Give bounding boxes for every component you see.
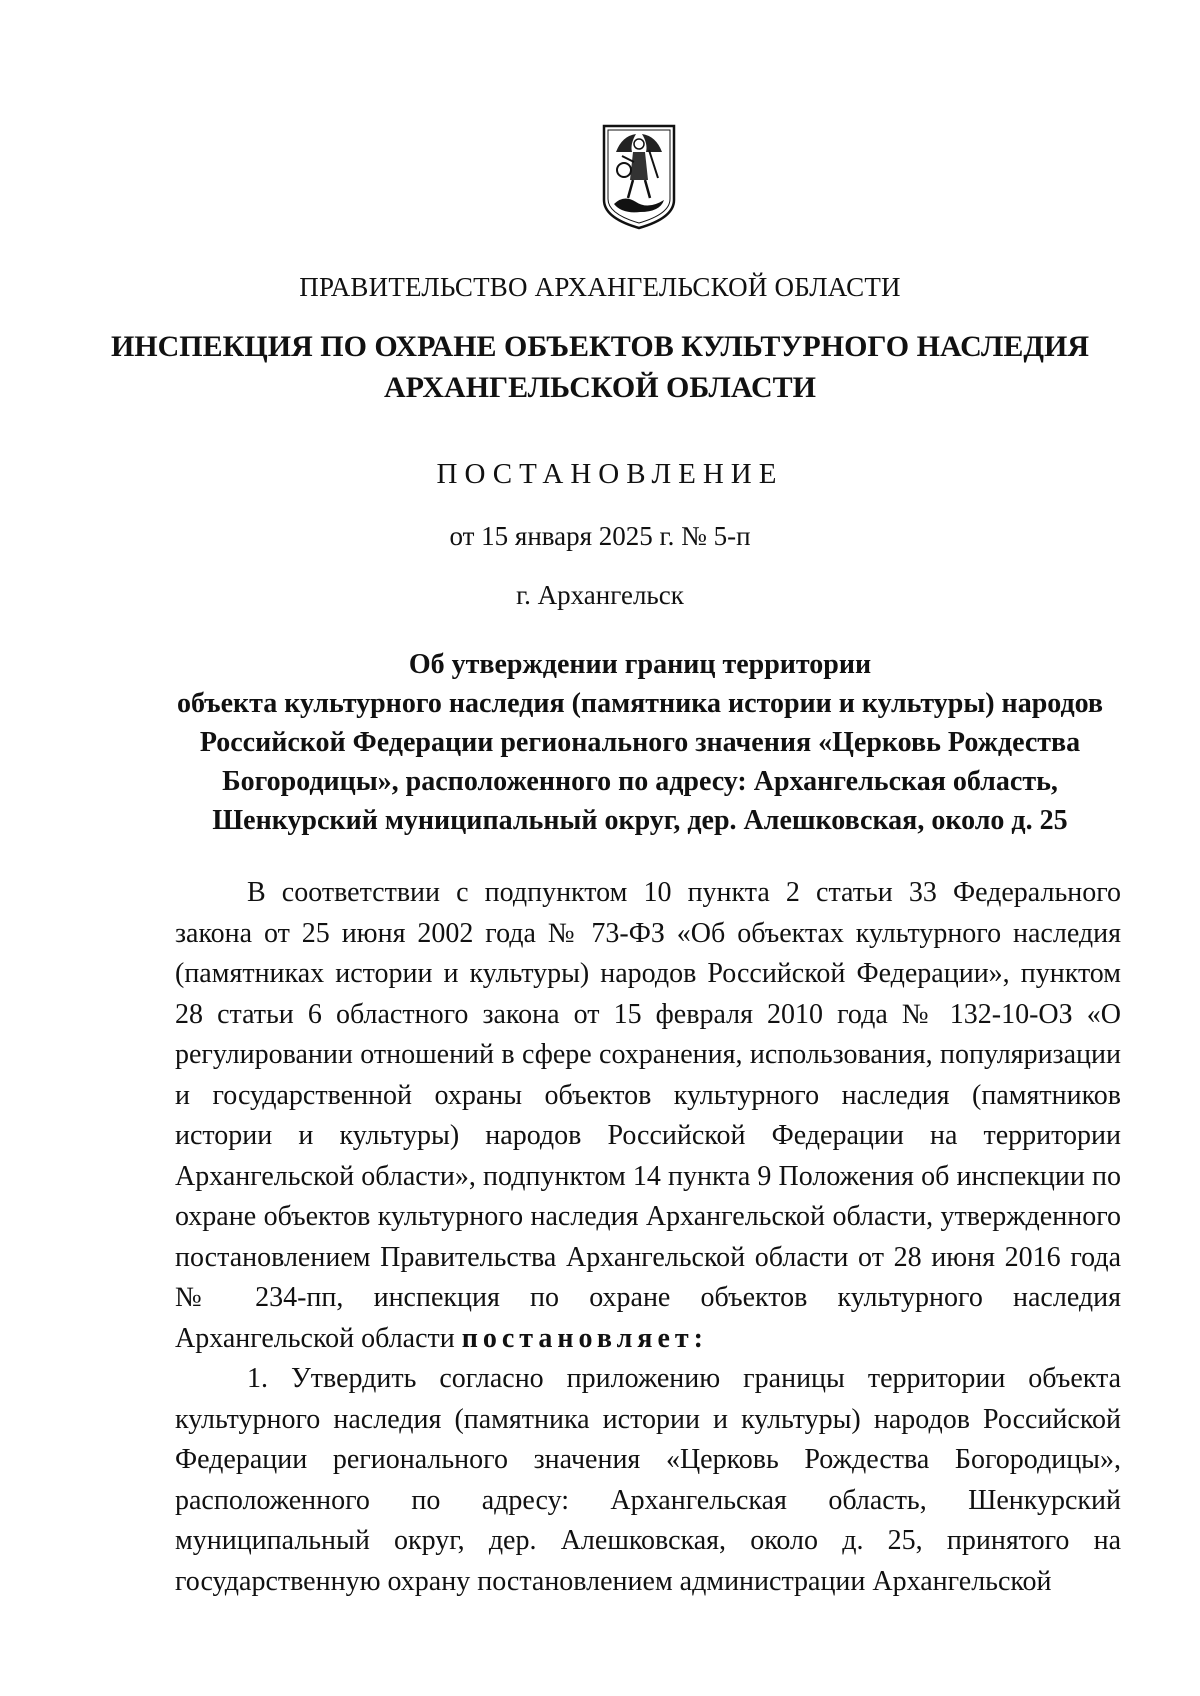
government-name: ПРАВИТЕЛЬСТВО АРХАНГЕЛЬСКОЙ ОБЛАСТИ xyxy=(299,272,901,302)
authority-line-1: ИНСПЕКЦИЯ ПО ОХРАНЕ ОБЪЕКТОВ КУЛЬТУРНОГО НАСЛЕДИЯ xyxy=(110,330,1090,363)
item-1-paragraph: 1. Утвердить согласно приложению границы территории объекта культурного наследия (памятника истории и культуры) народов Российской Федерации регионального значения «Церковь Рождества Богородицы», расположенного по адресу: Архангельская область, Шенкурский муниципальный округ, дер. Алешковская, около д. 25, принятого на государственную охрану постановлением администрации Архангельской xyxy=(175,1363,1121,1597)
title-line: Богородицы», расположенного по адресу: Архангельская область, xyxy=(222,766,1058,797)
issuing-authority xyxy=(0,326,1200,408)
preamble-text: В соответствии с подпунктом 10 пункта 2 статьи 33 Федерального закона от 25 июня 2002 года № 73-ФЗ «Об объектах культурного наследия (памятниках истории и культуры) народов Российской Федерации», пунктом 28 статьи 6 областного закона от 15 февраля 2010 года № 132-10-ОЗ «О регулировании отношений в сфере сохранения, использования, популяризации и государственной охраны объектов культурного наследия (памятников истории и культуры) народов Российской Федерации на территории Архангельской области», подпунктом 14 пункта 9 Положения об инспекции по охране объектов культурного наследия Архангельской области, утвержденного постановлением Правительства Архангельской области от 28 июня 2016 года № 234-пп, инспекция по охране объектов культурного наследия Архангельской области xyxy=(175,877,1121,1354)
document-body xyxy=(175,873,1121,1602)
authority-line-2: АРХАНГЕЛЬСКОЙ ОБЛАСТИ xyxy=(384,371,816,404)
decree-word: постановляет: xyxy=(461,1322,708,1354)
arkhangelsk-coat-of-arms-icon xyxy=(600,122,678,232)
title-line: объекта культурного наследия (памятника истории и культуры) народов xyxy=(176,688,1104,719)
title-line: Российской Федерации регионального значения «Церковь Рождества xyxy=(199,727,1081,758)
preamble-paragraph xyxy=(175,873,1121,1359)
document-city: г. Архангельск xyxy=(516,580,684,610)
title-line: Шенкурский муниципальный округ, дер. Алешковская, около д. 25 xyxy=(212,805,1068,836)
document-date-number: от 15 января 2025 г. № 5-п xyxy=(449,521,751,551)
document-title xyxy=(170,645,1110,840)
document-type: ПОСТАНОВЛЕНИЕ xyxy=(436,458,784,490)
title-line: Об утверждении границ территории xyxy=(408,649,872,680)
